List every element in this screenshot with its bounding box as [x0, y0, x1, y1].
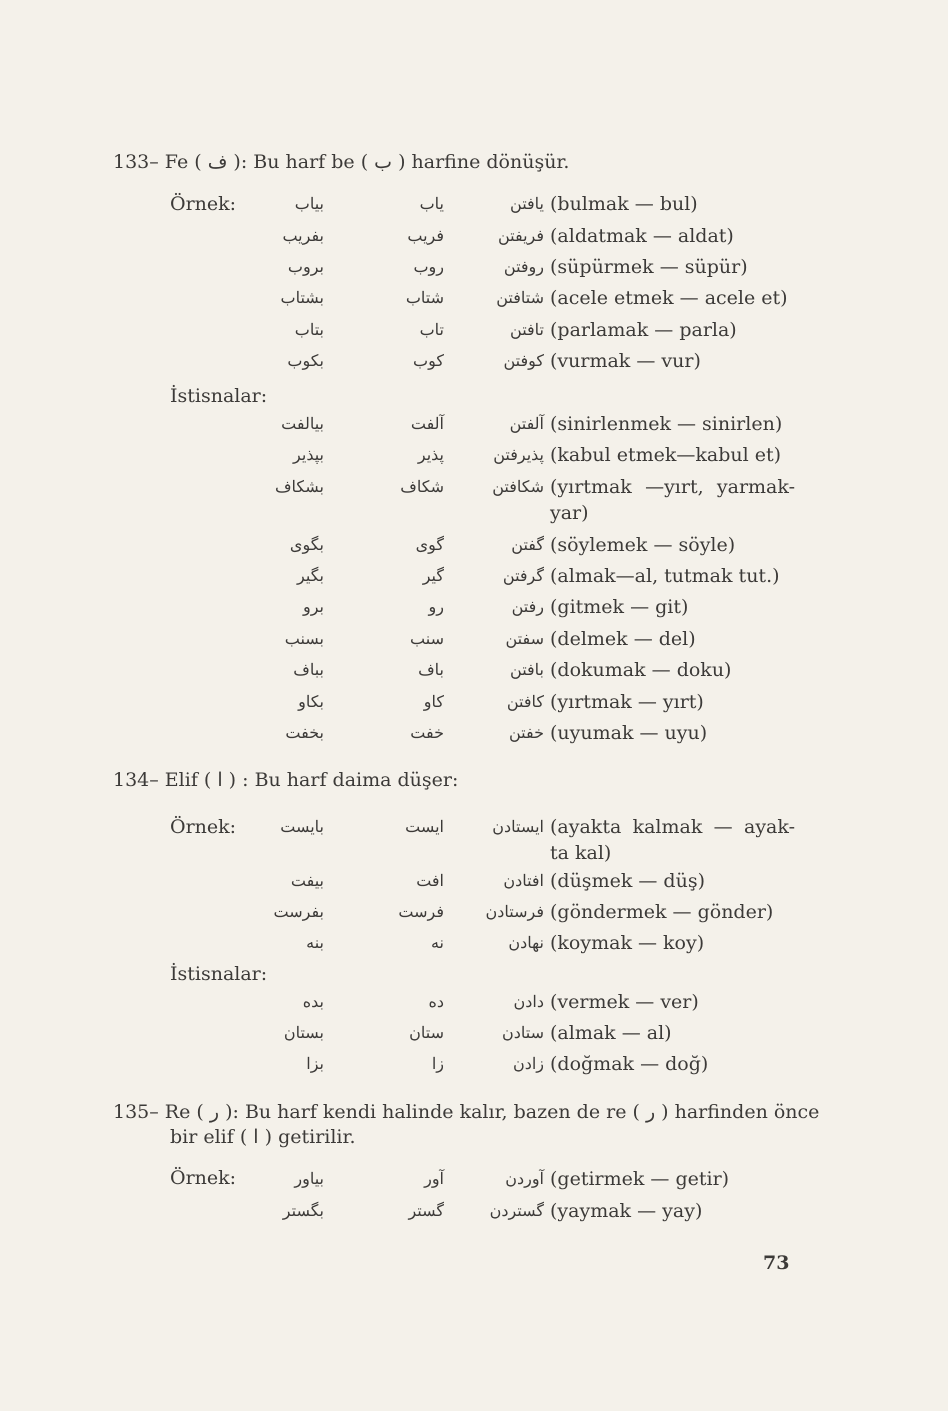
example-row: [0, 657, 948, 683]
example-row: [0, 563, 948, 589]
stem-form: سنب: [410, 629, 444, 648]
example-row: [0, 594, 948, 620]
imperative-form: بکوب: [287, 351, 324, 370]
section-133-heading: 133– Fe ( ف ): Bu harf be ( ب ) harfine dönüşür.: [113, 151, 570, 173]
example-row: [0, 1020, 948, 1046]
section-135-heading: 135– Re ( ر ): Bu harf kendi halinde kalır, bazen de re ( ر ) harfinden önce: [113, 1101, 820, 1123]
turkish-translation: (koymak — koy): [550, 932, 705, 954]
turkish-translation: (yaymak — yay): [550, 1200, 703, 1222]
infinitive-form: تافتن: [510, 320, 544, 339]
stem-form: پذیر: [417, 445, 444, 464]
imperative-form: بگیر: [297, 566, 324, 585]
imperative-form: بخفت: [285, 723, 324, 742]
imperative-form: بستان: [283, 1023, 324, 1042]
turkish-translation: (almak — al): [550, 1022, 672, 1044]
imperative-form: بشکاف: [274, 477, 324, 496]
example-row: [0, 411, 948, 437]
turkish-translation: (düşmek — düş): [550, 870, 705, 892]
example-row: [0, 899, 948, 925]
infinitive-form: خفتن: [509, 723, 544, 742]
turkish-translation: (aldatmak — aldat): [550, 225, 734, 247]
turkish-translation: (parlamak — parla): [550, 319, 737, 341]
infinitive-form: آلفتن: [509, 414, 544, 433]
turkish-translation: (acele etmek — acele et): [550, 287, 788, 309]
turkish-translation: (yırtmak — yırt): [550, 691, 704, 713]
turkish-translation: (dokumak — doku): [550, 659, 732, 681]
stem-form: آور: [424, 1169, 444, 1188]
stem-form: آلفت: [410, 414, 444, 433]
stem-form: شکاف: [400, 477, 444, 496]
imperative-form: بکاو: [298, 692, 324, 711]
example-row: [0, 1166, 948, 1192]
stem-form: شتاب: [405, 288, 444, 307]
stem-form: گستر: [408, 1201, 444, 1220]
infinitive-form: فریفتن: [497, 226, 544, 245]
infinitive-form: گستردن: [489, 1201, 544, 1220]
infinitive-form: کوفتن: [503, 351, 544, 370]
infinitive-form: نهادن: [508, 933, 544, 952]
imperative-form: بده: [302, 992, 324, 1011]
infinitive-form: پذیرفتن: [493, 445, 544, 464]
imperative-form: بگستر: [282, 1201, 324, 1220]
infinitive-form: گرفتن: [502, 566, 544, 585]
example-row: [0, 626, 948, 652]
example-row: [0, 348, 948, 374]
stem-form: گیر: [422, 566, 444, 585]
infinitive-form: آوردن: [505, 1169, 544, 1188]
turkish-translation: (uyumak — uyu): [550, 722, 708, 744]
example-row: [0, 254, 948, 280]
turkish-translation: (sinirlenmek — sinirlen): [550, 413, 783, 435]
imperative-form: بیالفت: [281, 414, 324, 433]
infinitive-form: دادن: [513, 992, 544, 1011]
infinitive-form: یافتن: [510, 194, 544, 213]
stem-form: کوب: [413, 351, 444, 370]
stem-form: کاو: [423, 692, 444, 711]
infinitive-form: فرستادن: [485, 902, 544, 921]
imperative-form: برو: [302, 597, 324, 616]
example-row: [0, 474, 948, 524]
infinitive-form: کافتن: [506, 692, 544, 711]
turkish-translation: (doğmak — doğ): [550, 1053, 709, 1075]
imperative-form: بیاور: [294, 1169, 324, 1188]
infinitive-form: گفتن: [511, 535, 544, 554]
infinitive-form: زادن: [512, 1054, 544, 1073]
section-134-heading: 134– Elif ( ا ) : Bu harf daima düşer:: [113, 769, 459, 791]
turkish-translation: (gitmek — git): [550, 596, 689, 618]
imperative-form: بایست: [280, 817, 324, 836]
example-row: [0, 814, 948, 864]
page-number: 73: [763, 1252, 790, 1274]
example-row: [0, 442, 948, 468]
stem-form: ایست: [405, 817, 444, 836]
stem-form: ستان: [409, 1023, 444, 1042]
stem-form: افت: [416, 871, 444, 890]
turkish-translation: (süpürmek — süpür): [550, 256, 748, 278]
example-row: [0, 1051, 948, 1077]
imperative-form: بیفت: [290, 871, 324, 890]
infinitive-form: شکافتن: [492, 477, 544, 496]
turkish-translation: (almak—al, tutmak tut.): [550, 565, 780, 587]
example-row: [0, 191, 948, 217]
example-row: [0, 1198, 948, 1224]
turkish-translation: (bulmak — bul): [550, 193, 698, 215]
example-row: [0, 930, 948, 956]
turkish-translation: (söylemek — söyle): [550, 534, 736, 556]
stem-form: باف: [418, 660, 444, 679]
ornek-label-134: Örnek:: [170, 816, 237, 838]
stem-form: نه: [430, 933, 444, 952]
example-row: [0, 223, 948, 249]
stem-form: روب: [413, 257, 444, 276]
turkish-translation: (göndermek — gönder): [550, 901, 774, 923]
example-row: [0, 868, 948, 894]
infinitive-form: شتافتن: [496, 288, 544, 307]
example-row: [0, 689, 948, 715]
stem-form: ده: [428, 992, 444, 1011]
imperative-form: بزا: [306, 1054, 324, 1073]
turkish-translation: (vurmak — vur): [550, 350, 701, 372]
istisnalar-label-134: İstisnalar:: [170, 963, 268, 985]
stem-form: فریب: [407, 226, 444, 245]
infinitive-form: ستادن: [502, 1023, 544, 1042]
example-row: [0, 285, 948, 311]
example-row: [0, 317, 948, 343]
imperative-form: بیاب: [294, 194, 324, 213]
stem-form: رو: [428, 597, 444, 616]
section-135-heading-cont: bir elif ( ا ) getirilir.: [170, 1126, 356, 1148]
infinitive-form: افتادن: [503, 871, 544, 890]
stem-form: تاب: [419, 320, 444, 339]
istisnalar-label-133: İstisnalar:: [170, 385, 268, 407]
imperative-form: بنه: [306, 933, 324, 952]
imperative-form: بفرست: [273, 902, 324, 921]
infinitive-form: بافتن: [510, 660, 544, 679]
imperative-form: بسنب: [284, 629, 324, 648]
stem-form: خفت: [410, 723, 444, 742]
imperative-form: بباف: [293, 660, 324, 679]
turkish-translation: (yırtmak —yırt, yarmak-yar): [550, 476, 795, 524]
imperative-form: بتاب: [294, 320, 324, 339]
example-row: [0, 989, 948, 1015]
ornek-label-133: Örnek:: [170, 193, 237, 215]
turkish-translation: (ayakta kalmak — ayak-ta kal): [550, 816, 795, 864]
stem-form: زا: [431, 1054, 444, 1073]
infinitive-form: ایستادن: [492, 817, 544, 836]
stem-form: گوی: [415, 535, 444, 554]
example-row: [0, 532, 948, 558]
turkish-translation: (vermek — ver): [550, 991, 699, 1013]
infinitive-form: روفتن: [503, 257, 544, 276]
infinitive-form: رفتن: [511, 597, 544, 616]
imperative-form: بگوی: [289, 535, 324, 554]
example-row: [0, 720, 948, 746]
stem-form: فرست: [398, 902, 444, 921]
imperative-form: بپذیر: [293, 445, 324, 464]
imperative-form: بفریب: [282, 226, 324, 245]
ornek-label-135: Örnek:: [170, 1167, 237, 1189]
imperative-form: بشتاب: [280, 288, 324, 307]
infinitive-form: سفتن: [505, 629, 544, 648]
imperative-form: بروب: [287, 257, 324, 276]
turkish-translation: (kabul etmek—kabul et): [550, 444, 782, 466]
turkish-translation: (getirmek — getir): [550, 1168, 730, 1190]
turkish-translation: (delmek — del): [550, 628, 696, 650]
stem-form: یاب: [419, 194, 444, 213]
